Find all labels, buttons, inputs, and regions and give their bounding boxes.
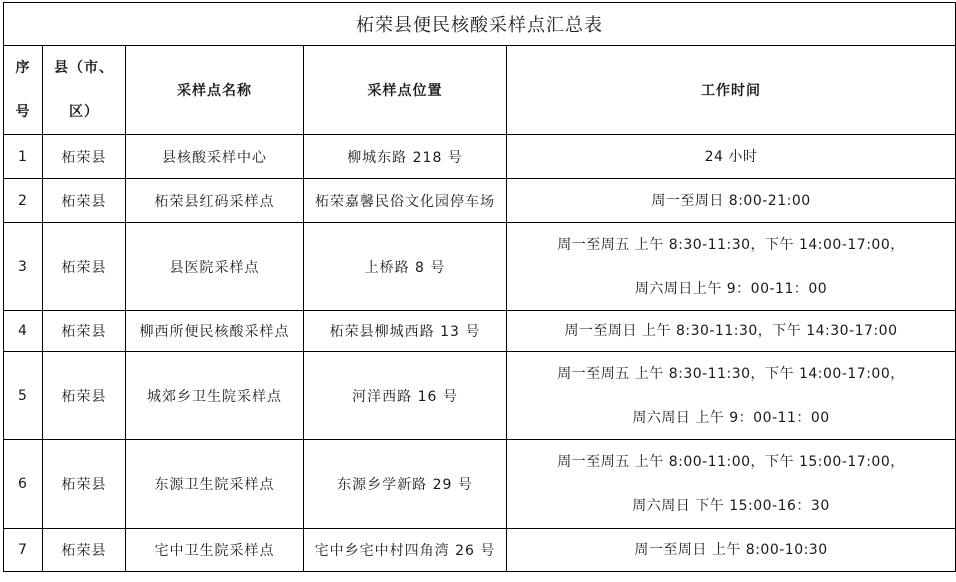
row-index: 4 bbox=[4, 311, 43, 352]
header-hours: 工作时间 bbox=[507, 46, 956, 135]
row-name: 县核酸采样中心 bbox=[126, 135, 304, 179]
row-name: 宅中卫生院采样点 bbox=[126, 529, 304, 572]
row-county: 柘荣县 bbox=[43, 529, 126, 572]
row-county: 柘荣县 bbox=[43, 311, 126, 352]
row-location: 柳城东路 218 号 bbox=[304, 135, 507, 179]
row-hours bbox=[507, 179, 956, 223]
row-hours bbox=[507, 135, 956, 179]
header-index-line1: 序 bbox=[15, 60, 31, 76]
row-hours-line: 周一至周五 上午 8:30-11:30，下午 14:00-17:00， bbox=[557, 236, 905, 253]
row-name: 县医院采样点 bbox=[126, 223, 304, 311]
row-index: 3 bbox=[4, 223, 43, 311]
header-index-line2: 号 bbox=[15, 104, 31, 120]
row-location: 上桥路 8 号 bbox=[304, 223, 507, 311]
sampling-sites-table bbox=[3, 2, 956, 572]
row-location: 宅中乡宅中村四角湾 26 号 bbox=[304, 529, 507, 572]
table-row bbox=[4, 311, 956, 352]
row-location: 柘荣嘉馨民俗文化园停车场 bbox=[304, 179, 507, 223]
table-row bbox=[4, 135, 956, 179]
header-index bbox=[4, 46, 43, 135]
row-hours-line: 周一至周日 上午 8:00-10:30 bbox=[634, 542, 828, 558]
row-hours-line: 周一至周五 上午 8:00-11:00，下午 15:00-17:00， bbox=[557, 454, 905, 470]
row-name: 柘荣县红码采样点 bbox=[126, 179, 304, 223]
row-county: 柘荣县 bbox=[43, 135, 126, 179]
row-hours-line: 24 小时 bbox=[704, 148, 758, 165]
header-name: 采样点名称 bbox=[126, 46, 304, 135]
row-hours-line: 周六周日上午 9：00-11：00 bbox=[634, 280, 828, 297]
row-hours bbox=[507, 352, 956, 440]
row-name: 东源卫生院采样点 bbox=[126, 440, 304, 529]
row-location: 柘荣县柳城西路 13 号 bbox=[304, 311, 507, 352]
row-location: 河洋西路 16 号 bbox=[304, 352, 507, 440]
row-hours bbox=[507, 311, 956, 352]
row-hours-line: 周六周日 上午 9：00-11：00 bbox=[632, 409, 830, 426]
row-index: 5 bbox=[4, 352, 43, 440]
row-name: 城郊乡卫生院采样点 bbox=[126, 352, 304, 440]
row-index: 1 bbox=[4, 135, 43, 179]
table-title: 柘荣县便民核酸采样点汇总表 bbox=[4, 3, 956, 46]
table-row bbox=[4, 223, 956, 311]
row-hours bbox=[507, 223, 956, 311]
row-hours bbox=[507, 529, 956, 572]
header-county-line2: 区） bbox=[69, 104, 99, 120]
table-row bbox=[4, 352, 956, 440]
row-index: 2 bbox=[4, 179, 43, 223]
row-county: 柘荣县 bbox=[43, 352, 126, 440]
row-hours-line: 周六周日 下午 15:00-16：30 bbox=[632, 498, 830, 514]
table-row bbox=[4, 179, 956, 223]
row-hours bbox=[507, 440, 956, 529]
row-hours-line: 周一至周日 8:00-21:00 bbox=[651, 192, 811, 209]
row-county: 柘荣县 bbox=[43, 440, 126, 529]
row-county: 柘荣县 bbox=[43, 223, 126, 311]
row-index: 7 bbox=[4, 529, 43, 572]
row-name: 柳西所便民核酸采样点 bbox=[126, 311, 304, 352]
row-index: 6 bbox=[4, 440, 43, 529]
row-hours-line: 周一至周五 上午 8:30-11:30，下午 14:00-17:00， bbox=[557, 365, 905, 382]
header-county-line1: 县（市、 bbox=[54, 60, 114, 76]
row-location: 东源乡学新路 29 号 bbox=[304, 440, 507, 529]
row-hours-line: 周一至周日 上午 8:30-11:30，下午 14:30-17:00 bbox=[564, 323, 898, 339]
header-row bbox=[4, 46, 956, 135]
row-county: 柘荣县 bbox=[43, 179, 126, 223]
table-row bbox=[4, 440, 956, 529]
header-county bbox=[43, 46, 126, 135]
table-row bbox=[4, 529, 956, 572]
header-location: 采样点位置 bbox=[304, 46, 507, 135]
